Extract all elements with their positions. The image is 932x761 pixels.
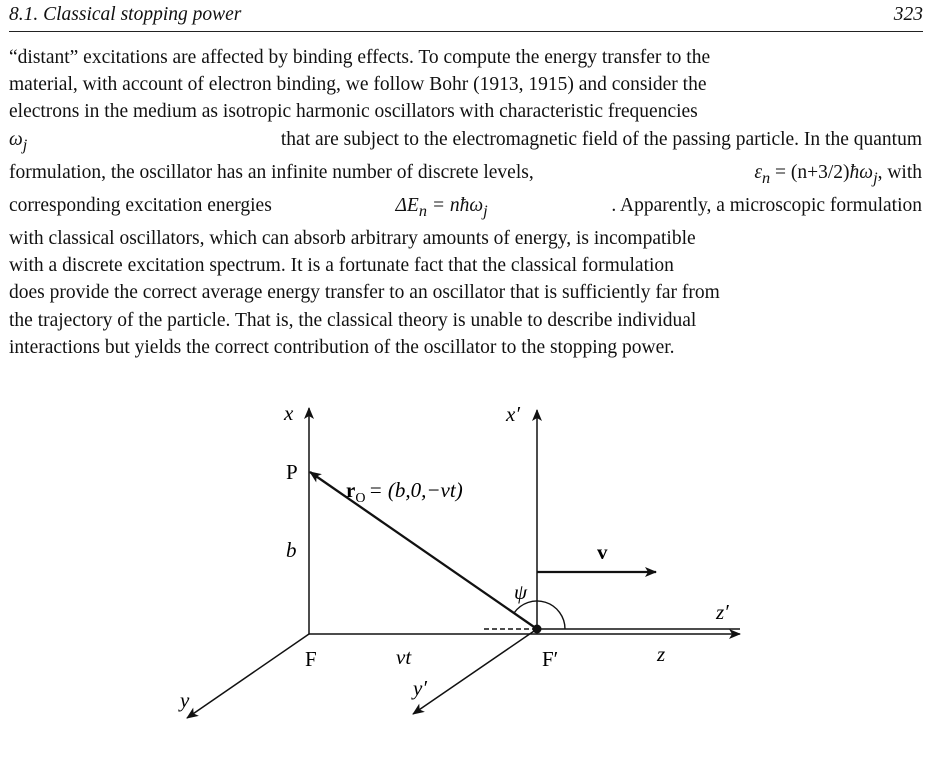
body-paragraph: [9, 44, 922, 361]
line-text: with classical oscillators, which can absorb arbitrary amounts of energy, is incompatible: [9, 227, 696, 249]
text-line: [9, 44, 922, 71]
text-line: [9, 192, 922, 225]
label-P: P: [286, 460, 298, 484]
line-text: that are subject to the electromagnetic field of the passing particle. In the quantum: [280, 128, 922, 150]
line-text: does provide the correct average energy transfer to an oscillator that is sufficiently far from: [9, 282, 720, 304]
y-prime-axis: [413, 629, 537, 714]
label-x-prime: x′: [506, 402, 520, 426]
excitation-energy-formula: $\Delta E_n$ = nħω$_j$: [395, 194, 488, 220]
label-y-prime: y′: [413, 676, 427, 700]
psi-angle-arc: [514, 601, 565, 629]
text-line: [9, 126, 922, 159]
label-y: y: [180, 688, 190, 712]
section-title: 8.1. Classical stopping power: [9, 4, 242, 25]
line-text: formulation, the oscillator has an infinite number of discrete levels,: [9, 161, 534, 183]
coordinate-diagram: [0, 370, 932, 761]
line-text: electrons in the medium as isotropic harmonic oscillators with characteristic frequencies: [9, 101, 698, 123]
particle-dot: [533, 625, 542, 634]
label-r-vector: $r_O = (b,0,-vt)$: [346, 478, 463, 506]
text-line: [9, 98, 922, 125]
line-text: the trajectory of the particle. That is, the classical theory is unable to describe individual: [9, 309, 697, 331]
label-x: x: [284, 401, 294, 425]
text-line: [9, 334, 922, 361]
label-z: z: [657, 642, 666, 666]
header-rule: [9, 31, 923, 32]
line-text: corresponding excitation energies: [9, 194, 272, 216]
label-b: b: [286, 538, 297, 562]
text-line: [9, 279, 922, 306]
running-head: [9, 2, 923, 28]
label-v: v: [597, 540, 608, 564]
energy-level-formula: $\varepsilon_n$ = $(n+3/2)ħ\omega_j$, with: [754, 161, 922, 187]
label-vt: vt: [396, 645, 412, 669]
line-text: material, with account of electron binding, we follow Bohr (1913, 1915) and consider the: [9, 74, 707, 96]
line-text: interactions but yields the correct contribution of the oscillator to the stopping power.: [9, 336, 675, 358]
line-text: with a discrete excitation spectrum. It is a fortunate fact that the classical formulation: [9, 255, 674, 277]
text-line: [9, 71, 922, 98]
line-text: “distant” excitations are affected by binding effects. To compute the energy transfer to the: [9, 47, 711, 68]
label-z-prime: z′: [716, 600, 729, 624]
omega-j-symbol: $\omega_j$: [9, 128, 28, 154]
text-line: [9, 252, 922, 279]
page-number: 323: [893, 4, 923, 25]
label-F: F: [305, 647, 317, 671]
text-line: [9, 159, 922, 192]
text-line: [9, 307, 922, 334]
line-text: . Apparently, a microscopic formulation: [611, 194, 922, 216]
y-axis: [187, 634, 309, 718]
text-line: [9, 225, 922, 252]
label-F-prime: F′: [542, 647, 559, 671]
label-psi: ψ: [514, 580, 528, 604]
